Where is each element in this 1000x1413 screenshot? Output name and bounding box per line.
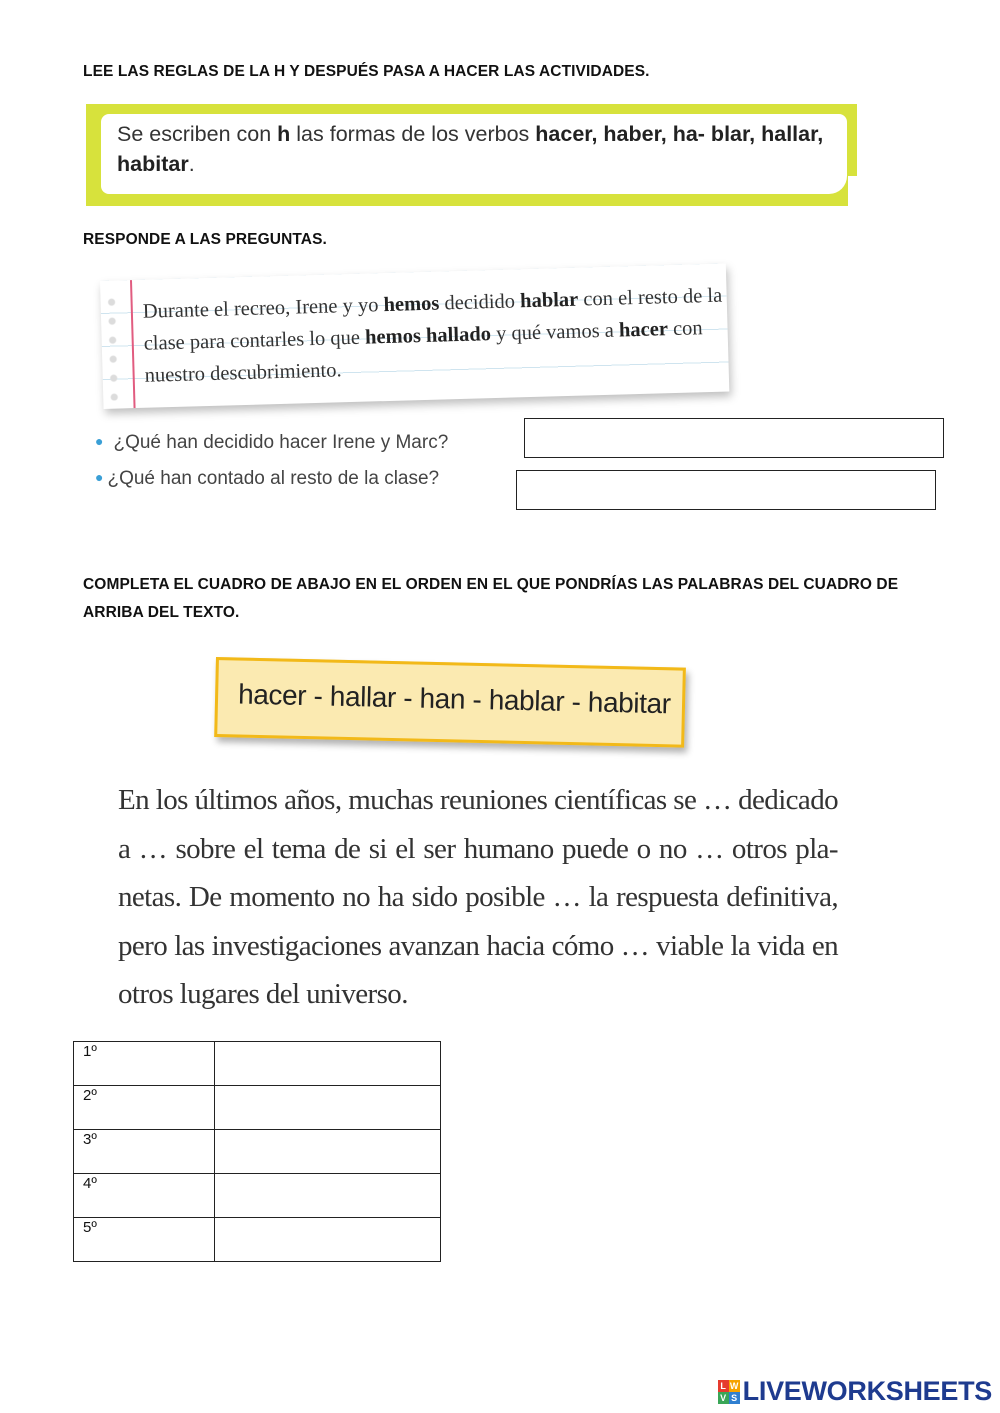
instruction-1: LEE LAS REGLAS DE LA H Y DESPUÉS PASA A HACER LAS ACTIVIDADES. — [83, 63, 650, 80]
question-1: ● ¿Qué han decidido hacer Irene y Marc? — [95, 432, 449, 453]
table-row — [74, 1218, 441, 1262]
order-answer-input[interactable] — [215, 1086, 441, 1130]
question-2: ● ¿Qué han contado al resto de la clase? — [95, 468, 440, 489]
instruction-3: COMPLETA EL CUADRO DE ABAJO EN EL ORDEN EN EL QUE PONDRÍAS LAS PALABRAS DEL CUADRO DE ARRIBA DEL TEXTO. — [83, 576, 899, 621]
order-label: 3º — [74, 1130, 215, 1174]
note-text: Durante el recreo, Irene y yo hemos decidido hablar con el resto de la clase para contarles lo que hemos hallado y qué vamos a hacer con nuestro descubrimiento. — [142, 284, 723, 387]
table-row — [74, 1086, 441, 1130]
instruction-2: RESPONDE A LAS PREGUNTAS. — [83, 231, 327, 248]
order-label: 5º — [74, 1218, 215, 1262]
order-table — [73, 1041, 441, 1262]
table-row — [74, 1174, 441, 1218]
notebook-note — [100, 264, 729, 409]
table-row — [74, 1042, 441, 1086]
liveworksheets-logo — [718, 1376, 992, 1407]
bullet-icon: ● — [95, 433, 104, 449]
order-label: 4º — [74, 1174, 215, 1218]
answer-input-2[interactable] — [516, 470, 936, 510]
logo-text: LIVEWORKSHEETS — [742, 1376, 992, 1406]
order-answer-input[interactable] — [215, 1174, 441, 1218]
order-answer-input[interactable] — [215, 1042, 441, 1086]
rule-box-notch — [848, 104, 857, 176]
logo-mark-icon: L W V S — [718, 1380, 740, 1404]
word-bank-text: hacer - hallar - han - hablar - habitar — [237, 678, 672, 720]
word-bank — [214, 657, 686, 748]
notebook-margin-line — [130, 280, 136, 408]
bullet-icon: ● — [95, 469, 104, 485]
answer-input-1[interactable] — [524, 418, 944, 458]
fill-in-text: En los últimos años, muchas reuniones científicas se … dedicado a … sobre el tema de si el ser humano puede o no … otros pla- netas. De momento no ha sido posible … la respuesta definitiva, pero las investigaciones avanzan hacia cómo … viable la vida en otros lugares del universo. — [118, 784, 838, 1010]
order-answer-input[interactable] — [215, 1218, 441, 1262]
order-label: 1º — [74, 1042, 215, 1086]
rule-text: Se escriben con h las formas de los verbos hacer, haber, ha- blar, hallar, habitar. — [117, 122, 824, 176]
notebook-holes — [106, 293, 119, 401]
order-label: 2º — [74, 1086, 215, 1130]
table-row — [74, 1130, 441, 1174]
order-answer-input[interactable] — [215, 1130, 441, 1174]
